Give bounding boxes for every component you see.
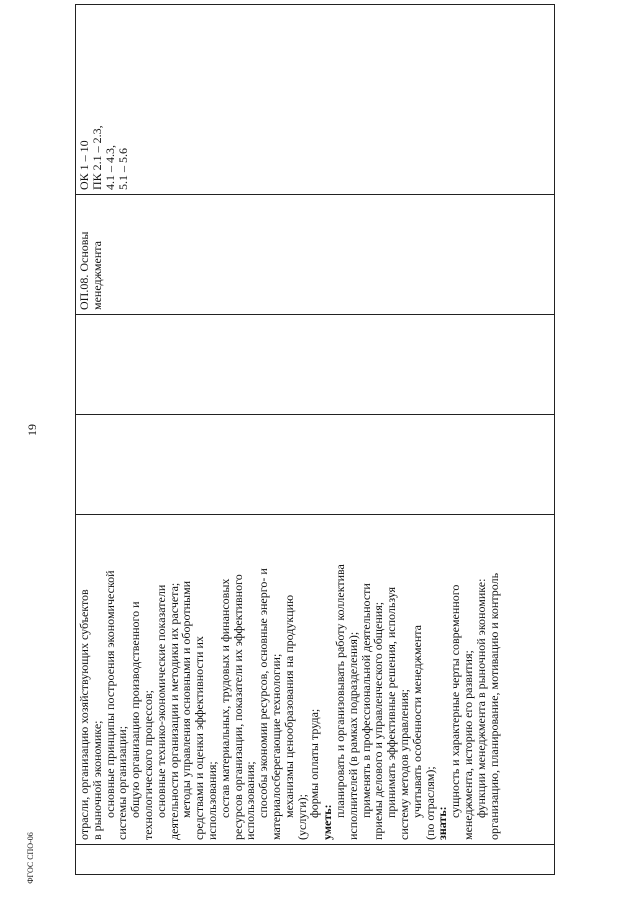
content-text (76, 515, 502, 844)
competencies-cell (76, 5, 555, 195)
content-line: сущность и характерные черты современного (448, 584, 463, 818)
content-cell (76, 515, 555, 845)
rotated-page-content (75, 5, 555, 875)
footer-label: ФГОС СПО-06 (26, 832, 35, 884)
content-line: организацию, планирование, мотивацию и контроль (486, 572, 501, 840)
content-line: принимать эффективные решения, используя (384, 586, 399, 818)
section-heading: знать: (435, 806, 450, 840)
content-line: исполнителей (в рамках подразделения); (345, 631, 360, 840)
content-line: планировать и организовывать работу коллектива (332, 564, 347, 818)
content-line: приемы делового и управленческого общения; (371, 601, 386, 840)
competency-code: ОК 1 – 10 (77, 140, 91, 190)
classroom-hours-cell (76, 315, 555, 415)
content-line: функции менеджмента в рыночной экономике: (473, 578, 488, 818)
competencies-text (76, 5, 132, 194)
index-cell (76, 845, 555, 875)
content-line: способы экономии ресурсов, основные энерго- и (256, 568, 271, 818)
competency-code: 5.1 – 5.6 (116, 148, 130, 190)
content-line: основные принципы построения экономической (102, 570, 117, 818)
content-line: ресурсов организации, показатели их эффективного (230, 574, 245, 840)
content-line: состав материальных, трудовых и финансовых (217, 578, 232, 818)
content-line: (услуги); (294, 794, 309, 840)
table-row (76, 5, 555, 875)
content-line: технологического процессов; (140, 690, 155, 840)
content-line: учитывать особенности менеджмента (409, 624, 424, 818)
discipline-cell (76, 195, 555, 315)
content-line: формы оплаты труда; (307, 708, 322, 818)
section-heading: уметь: (320, 804, 335, 840)
content-line: средствами и оценки эффективности их (192, 636, 207, 840)
competency-code: ПК 2.1 – 2.3, (90, 125, 104, 190)
content-line: методы управления основными и оборотными (179, 580, 194, 818)
content-line: (по отраслям); (422, 766, 437, 840)
content-line: общую организацию производственного и (128, 601, 143, 818)
hours-cell (76, 415, 555, 515)
content-line: отрасли, организацию хозяйствующих субъектов (77, 589, 91, 840)
curriculum-table (75, 4, 555, 875)
content-line: основные технико-экономические показатели (153, 584, 168, 818)
content-line: использования; (243, 761, 258, 840)
content-line: применять в профессиональной деятельности (358, 583, 373, 818)
content-line: в рыночной экономике; (89, 720, 104, 840)
content-line: системы организации; (115, 725, 130, 840)
content-line: использования; (204, 761, 219, 840)
content-line: механизмы ценообразования на продукцию (281, 594, 296, 818)
content-line: деятельности организации и методики их расчета; (166, 582, 181, 840)
content-line: менеджмента, историю его развития; (460, 650, 475, 840)
competency-code: 4.1 – 4.3, (103, 145, 117, 190)
discipline-name: ОП.08. Основы менеджмента (77, 231, 104, 310)
content-line: материалосберегающие технологии; (268, 653, 283, 840)
page-number: 19 (25, 424, 39, 436)
content-line: систему методов управления; (396, 689, 411, 840)
